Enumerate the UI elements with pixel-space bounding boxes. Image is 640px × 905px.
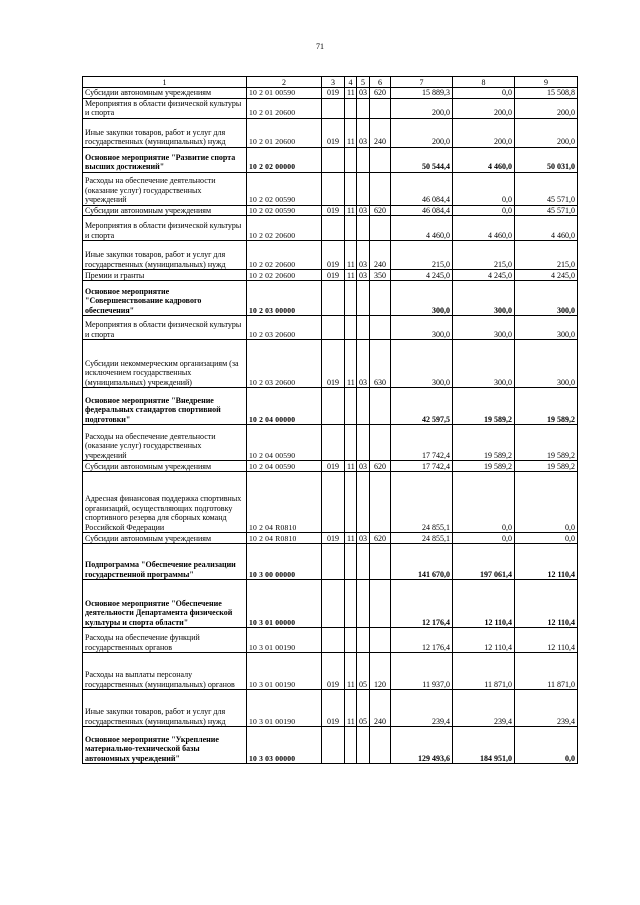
expense-type-cell: 620 (370, 205, 391, 216)
expense-type-cell: 620 (370, 88, 391, 99)
amount-col9-cell: 11 871,0 (515, 653, 578, 690)
column-header: 7 (391, 77, 453, 88)
amount-col8-cell: 19 589,2 (453, 388, 515, 425)
row-name-cell: Премии и гранты (83, 270, 247, 281)
subsection-cell: 05 (357, 653, 370, 690)
ministry-code-cell (322, 147, 345, 172)
ministry-code-cell: 019 (322, 88, 345, 99)
amount-col9-cell: 12 110,4 (515, 580, 578, 628)
amount-col8-cell: 4 460,0 (453, 216, 515, 241)
subsection-cell (357, 727, 370, 764)
amount-col9-cell: 4 245,0 (515, 270, 578, 281)
table-row (83, 727, 578, 764)
row-name-cell: Мероприятия в области физической культуры и спорта (83, 216, 247, 241)
row-name-cell: Подпрограмма "Обеспечение реализации государственной программы" (83, 544, 247, 580)
subsection-cell (357, 316, 370, 340)
section-cell (345, 388, 357, 425)
budget-code-cell: 10 3 00 00000 (247, 544, 322, 580)
amount-col7-cell: 200,0 (391, 118, 453, 147)
expense-type-cell (370, 216, 391, 241)
ministry-code-cell (322, 544, 345, 580)
subsection-cell (357, 628, 370, 653)
table-row (83, 216, 578, 241)
section-cell: 11 (345, 241, 357, 270)
section-cell (345, 172, 357, 205)
amount-col7-cell: 24 855,1 (391, 472, 453, 533)
amount-col7-cell: 200,0 (391, 98, 453, 118)
section-cell (345, 147, 357, 172)
table-row (83, 472, 578, 533)
amount-col8-cell: 0,0 (453, 472, 515, 533)
table-row (83, 533, 578, 544)
section-cell: 11 (345, 270, 357, 281)
amount-col9-cell: 19 589,2 (515, 425, 578, 461)
expense-type-cell: 240 (370, 118, 391, 147)
budget-code-cell: 10 2 04 00590 (247, 461, 322, 472)
budget-code-cell: 10 2 03 20600 (247, 316, 322, 340)
amount-col7-cell: 42 597,5 (391, 388, 453, 425)
amount-col9-cell: 45 571,0 (515, 172, 578, 205)
expense-type-cell (370, 544, 391, 580)
table-row (83, 388, 578, 425)
subsection-cell (357, 580, 370, 628)
column-header: 6 (370, 77, 391, 88)
expense-type-cell (370, 472, 391, 533)
subsection-cell (357, 216, 370, 241)
amount-col9-cell: 300,0 (515, 340, 578, 388)
section-cell (345, 472, 357, 533)
subsection-cell (357, 281, 370, 316)
expense-type-cell (370, 98, 391, 118)
amount-col8-cell: 11 871,0 (453, 653, 515, 690)
amount-col7-cell: 12 176,4 (391, 580, 453, 628)
section-cell: 11 (345, 653, 357, 690)
amount-col9-cell: 0,0 (515, 472, 578, 533)
ministry-code-cell (322, 98, 345, 118)
subsection-cell (357, 388, 370, 425)
column-header: 5 (357, 77, 370, 88)
table-row (83, 118, 578, 147)
table-row (83, 98, 578, 118)
section-cell (345, 580, 357, 628)
ministry-code-cell: 019 (322, 340, 345, 388)
section-cell (345, 727, 357, 764)
header-row (83, 77, 578, 88)
table-row (83, 147, 578, 172)
amount-col9-cell: 0,0 (515, 727, 578, 764)
subsection-cell: 03 (357, 270, 370, 281)
ministry-code-cell (322, 216, 345, 241)
expense-type-cell: 620 (370, 533, 391, 544)
amount-col9-cell: 200,0 (515, 98, 578, 118)
section-cell: 11 (345, 690, 357, 727)
subsection-cell (357, 172, 370, 205)
subsection-cell (357, 472, 370, 533)
section-cell (345, 98, 357, 118)
amount-col7-cell: 17 742,4 (391, 461, 453, 472)
budget-code-cell: 10 2 01 20600 (247, 118, 322, 147)
table-row (83, 172, 578, 205)
expense-type-cell (370, 727, 391, 764)
budget-code-cell: 10 3 01 00000 (247, 580, 322, 628)
amount-col9-cell: 19 589,2 (515, 461, 578, 472)
table-row (83, 270, 578, 281)
column-header: 1 (83, 77, 247, 88)
table-row (83, 281, 578, 316)
amount-col9-cell: 19 589,2 (515, 388, 578, 425)
row-name-cell: Основное мероприятие "Совершенствование кадрового обеспечения" (83, 281, 247, 316)
amount-col7-cell: 17 742,4 (391, 425, 453, 461)
section-cell: 11 (345, 340, 357, 388)
budget-code-cell: 10 3 01 00190 (247, 628, 322, 653)
ministry-code-cell (322, 281, 345, 316)
column-header: 2 (247, 77, 322, 88)
row-name-cell: Адресная финансовая поддержка спортивных организаций, осуществляющих подготовку спортивного резерва для сборных команд Российской Федерации (83, 472, 247, 533)
amount-col9-cell: 12 110,4 (515, 628, 578, 653)
ministry-code-cell: 019 (322, 118, 345, 147)
table-row (83, 88, 578, 99)
expense-type-cell: 240 (370, 690, 391, 727)
amount-col8-cell: 0,0 (453, 205, 515, 216)
amount-col9-cell: 45 571,0 (515, 205, 578, 216)
section-cell (345, 425, 357, 461)
amount-col8-cell: 19 589,2 (453, 425, 515, 461)
budget-code-cell: 10 2 02 20600 (247, 216, 322, 241)
section-cell: 11 (345, 118, 357, 147)
amount-col7-cell: 300,0 (391, 316, 453, 340)
page-number: 71 (316, 42, 324, 51)
budget-code-cell: 10 2 02 00000 (247, 147, 322, 172)
ministry-code-cell (322, 316, 345, 340)
section-cell (345, 316, 357, 340)
ministry-code-cell (322, 388, 345, 425)
column-header: 4 (345, 77, 357, 88)
expense-type-cell (370, 316, 391, 340)
amount-col8-cell: 0,0 (453, 172, 515, 205)
ministry-code-cell: 019 (322, 690, 345, 727)
subsection-cell: 03 (357, 118, 370, 147)
section-cell: 11 (345, 461, 357, 472)
budget-code-cell: 10 3 03 00000 (247, 727, 322, 764)
ministry-code-cell (322, 580, 345, 628)
section-cell: 11 (345, 533, 357, 544)
amount-col7-cell: 300,0 (391, 340, 453, 388)
row-name-cell: Расходы на обеспечение деятельности (оказание услуг) государственных учреждений (83, 172, 247, 205)
table-row (83, 340, 578, 388)
ministry-code-cell (322, 472, 345, 533)
subsection-cell: 03 (357, 205, 370, 216)
amount-col7-cell: 50 544,4 (391, 147, 453, 172)
ministry-code-cell (322, 172, 345, 205)
amount-col8-cell: 200,0 (453, 118, 515, 147)
amount-col7-cell: 141 670,0 (391, 544, 453, 580)
amount-col8-cell: 200,0 (453, 98, 515, 118)
table-row (83, 628, 578, 653)
row-name-cell: Основное мероприятие "Развитие спорта высших достижений" (83, 147, 247, 172)
table-row (83, 241, 578, 270)
row-name-cell: Расходы на обеспечение деятельности (оказание услуг) государственных учреждений (83, 425, 247, 461)
ministry-code-cell: 019 (322, 461, 345, 472)
amount-col9-cell: 4 460,0 (515, 216, 578, 241)
row-name-cell: Субсидии автономным учреждениям (83, 205, 247, 216)
budget-code-cell: 10 2 01 00590 (247, 88, 322, 99)
ministry-code-cell: 019 (322, 653, 345, 690)
expense-type-cell: 240 (370, 241, 391, 270)
expense-type-cell: 630 (370, 340, 391, 388)
ministry-code-cell: 019 (322, 241, 345, 270)
expense-type-cell (370, 580, 391, 628)
amount-col7-cell: 11 937,0 (391, 653, 453, 690)
section-cell (345, 628, 357, 653)
budget-code-cell: 10 2 02 20600 (247, 270, 322, 281)
row-name-cell: Субсидии автономным учреждениям (83, 533, 247, 544)
subsection-cell (357, 425, 370, 461)
amount-col7-cell: 129 493,6 (391, 727, 453, 764)
expense-type-cell (370, 388, 391, 425)
amount-col8-cell: 184 951,0 (453, 727, 515, 764)
budget-code-cell: 10 2 02 20600 (247, 241, 322, 270)
amount-col7-cell: 4 245,0 (391, 270, 453, 281)
amount-col8-cell: 197 061,4 (453, 544, 515, 580)
amount-col7-cell: 46 084,4 (391, 172, 453, 205)
budget-code-cell: 10 2 04 00000 (247, 388, 322, 425)
subsection-cell: 03 (357, 88, 370, 99)
amount-col8-cell: 12 110,4 (453, 628, 515, 653)
amount-col9-cell: 50 031,0 (515, 147, 578, 172)
row-name-cell: Мероприятия в области физической культуры и спорта (83, 98, 247, 118)
table-row (83, 205, 578, 216)
row-name-cell: Иные закупки товаров, работ и услуг для государственных (муниципальных) нужд (83, 241, 247, 270)
amount-col8-cell: 4 460,0 (453, 147, 515, 172)
expense-type-cell (370, 147, 391, 172)
ministry-code-cell: 019 (322, 205, 345, 216)
amount-col7-cell: 46 084,4 (391, 205, 453, 216)
budget-code-cell: 10 3 01 00190 (247, 653, 322, 690)
amount-col8-cell: 4 245,0 (453, 270, 515, 281)
amount-col8-cell: 12 110,4 (453, 580, 515, 628)
amount-col9-cell: 300,0 (515, 316, 578, 340)
amount-col8-cell: 19 589,2 (453, 461, 515, 472)
amount-col9-cell: 15 508,8 (515, 88, 578, 99)
row-name-cell: Основное мероприятие "Внедрение федеральных стандартов спортивной подготовки" (83, 388, 247, 425)
amount-col7-cell: 4 460,0 (391, 216, 453, 241)
budget-code-cell: 10 2 01 20600 (247, 98, 322, 118)
expense-type-cell (370, 425, 391, 461)
budget-code-cell: 10 2 04 R0810 (247, 472, 322, 533)
amount-col8-cell: 0,0 (453, 88, 515, 99)
budget-code-cell: 10 2 03 00000 (247, 281, 322, 316)
subsection-cell: 03 (357, 461, 370, 472)
amount-col9-cell: 200,0 (515, 118, 578, 147)
row-name-cell: Иные закупки товаров, работ и услуг для государственных (муниципальных) нужд (83, 690, 247, 727)
ministry-code-cell (322, 628, 345, 653)
row-name-cell: Основное мероприятие "Обеспечение деятельности Департамента физической культуры и спорта области" (83, 580, 247, 628)
row-name-cell: Мероприятия в области физической культуры и спорта (83, 316, 247, 340)
subsection-cell (357, 544, 370, 580)
subsection-cell: 03 (357, 340, 370, 388)
ministry-code-cell: 019 (322, 533, 345, 544)
budget-code-cell: 10 2 04 R0810 (247, 533, 322, 544)
expense-type-cell (370, 628, 391, 653)
subsection-cell: 05 (357, 690, 370, 727)
amount-col8-cell: 300,0 (453, 281, 515, 316)
table-row (83, 461, 578, 472)
column-header: 3 (322, 77, 345, 88)
section-cell (345, 216, 357, 241)
amount-col7-cell: 12 176,4 (391, 628, 453, 653)
amount-col7-cell: 15 889,3 (391, 88, 453, 99)
amount-col7-cell: 300,0 (391, 281, 453, 316)
ministry-code-cell: 019 (322, 270, 345, 281)
row-name-cell: Основное мероприятие "Укрепление материально-технической базы автономных учреждений" (83, 727, 247, 764)
budget-table (82, 76, 578, 764)
row-name-cell: Субсидии автономным учреждениям (83, 88, 247, 99)
row-name-cell: Субсидии некоммерческим организациям (за исключением государственных (муниципальных) учреждений) (83, 340, 247, 388)
expense-type-cell: 620 (370, 461, 391, 472)
row-name-cell: Расходы на обеспечение функций государственных органов (83, 628, 247, 653)
amount-col7-cell: 239,4 (391, 690, 453, 727)
row-name-cell: Субсидии автономным учреждениям (83, 461, 247, 472)
table-row (83, 690, 578, 727)
amount-col8-cell: 300,0 (453, 316, 515, 340)
table-row (83, 544, 578, 580)
table-row (83, 580, 578, 628)
amount-col7-cell: 215,0 (391, 241, 453, 270)
section-cell: 11 (345, 88, 357, 99)
table-row (83, 425, 578, 461)
row-name-cell: Иные закупки товаров, работ и услуг для государственных (муниципальных) нужд (83, 118, 247, 147)
row-name-cell: Расходы на выплаты персоналу государственных (муниципальных) органов (83, 653, 247, 690)
budget-code-cell: 10 2 04 00590 (247, 425, 322, 461)
amount-col9-cell: 300,0 (515, 281, 578, 316)
subsection-cell: 03 (357, 533, 370, 544)
ministry-code-cell (322, 727, 345, 764)
amount-col9-cell: 12 110,4 (515, 544, 578, 580)
budget-code-cell: 10 2 03 20600 (247, 340, 322, 388)
expense-type-cell (370, 281, 391, 316)
amount-col9-cell: 0,0 (515, 533, 578, 544)
section-cell (345, 281, 357, 316)
column-header: 9 (515, 77, 578, 88)
subsection-cell: 03 (357, 241, 370, 270)
table-row (83, 653, 578, 690)
section-cell (345, 544, 357, 580)
expense-type-cell: 120 (370, 653, 391, 690)
column-header: 8 (453, 77, 515, 88)
table-body (83, 88, 578, 764)
amount-col8-cell: 300,0 (453, 340, 515, 388)
subsection-cell (357, 98, 370, 118)
budget-code-cell: 10 3 01 00190 (247, 690, 322, 727)
expense-type-cell (370, 172, 391, 205)
amount-col9-cell: 215,0 (515, 241, 578, 270)
table-row (83, 316, 578, 340)
amount-col8-cell: 239,4 (453, 690, 515, 727)
amount-col8-cell: 0,0 (453, 533, 515, 544)
amount-col8-cell: 215,0 (453, 241, 515, 270)
amount-col7-cell: 24 855,1 (391, 533, 453, 544)
expense-type-cell: 350 (370, 270, 391, 281)
ministry-code-cell (322, 425, 345, 461)
subsection-cell (357, 147, 370, 172)
section-cell: 11 (345, 205, 357, 216)
budget-code-cell: 10 2 02 00590 (247, 205, 322, 216)
amount-col9-cell: 239,4 (515, 690, 578, 727)
budget-code-cell: 10 2 02 00590 (247, 172, 322, 205)
